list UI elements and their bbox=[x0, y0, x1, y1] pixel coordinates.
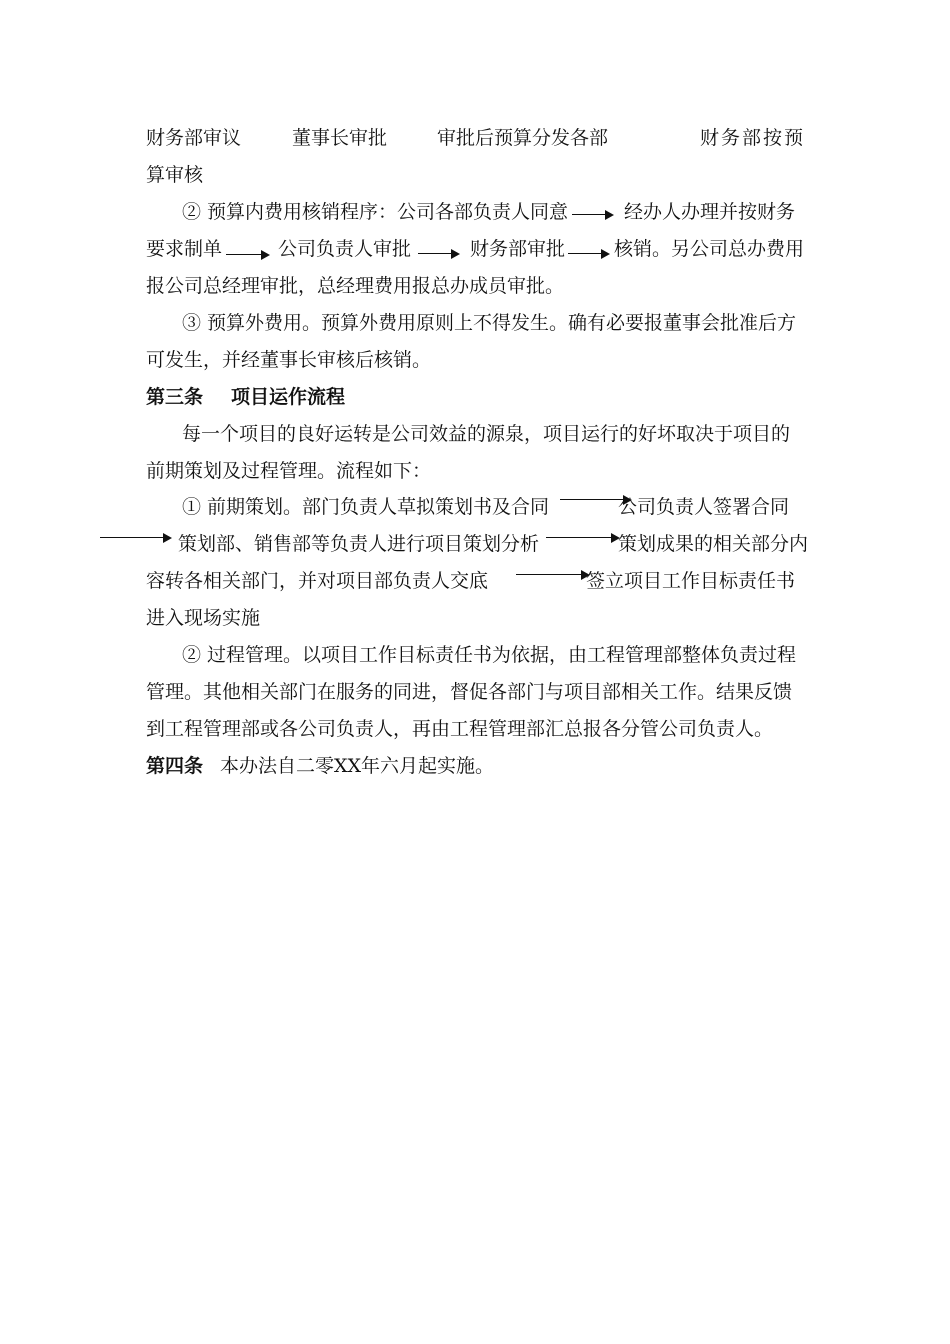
in-budget-line1-b: 经办人办理并按财务 bbox=[624, 201, 796, 223]
plan-line2-d: 策划成果的相关部分内 bbox=[618, 533, 809, 555]
out-budget-line1: ③ 预算外费用。预算外费用原则上不得发生。确有必要报董事会批准后方 bbox=[182, 312, 797, 334]
arrow-right-icon bbox=[568, 249, 610, 259]
flow-step-continuation: 算审核 bbox=[146, 164, 204, 186]
flow-step-distribute: 审批后预算分发各部 bbox=[437, 127, 609, 149]
process-line3: 到工程管理部或各公司负责人，再由工程管理部汇总报各分管公司负责人。 bbox=[146, 718, 774, 740]
arrow-right-icon bbox=[418, 249, 460, 259]
out-budget-line2: 可发生，并经董事长审核后核销。 bbox=[146, 349, 432, 371]
in-budget-line2-b: 公司负责人审批 bbox=[278, 238, 412, 260]
article3-intro1: 每一个项目的良好运转是公司效益的源泉，项目运行的好坏取决于项目的 bbox=[182, 423, 791, 445]
flow-step-finance-review: 财务部审议 bbox=[146, 127, 242, 149]
plan-line1-a: ① 前期策划。部门负责人草拟策划书及合同 bbox=[182, 496, 550, 518]
in-budget-line2-d: 核销。另公司总办费用 bbox=[614, 238, 805, 260]
in-budget-line3: 报公司总经理审批，总经理费用报总办成员审批。 bbox=[146, 275, 565, 297]
process-line1: ② 过程管理。以项目工作目标责任书为依据，由工程管理部整体负责过程 bbox=[182, 644, 797, 666]
in-budget-line1-a: ② 预算内费用核销程序：公司各部负责人同意 bbox=[182, 201, 569, 223]
plan-line3-f: 签立项目工作目标责任书 bbox=[586, 570, 796, 592]
plan-line1-b: 公司负责人签署合同 bbox=[618, 496, 790, 518]
arrow-right-icon bbox=[100, 533, 172, 543]
in-budget-line2-a: 要求制单 bbox=[146, 238, 223, 260]
article3-intro2: 前期策划及过程管理。流程如下： bbox=[146, 460, 432, 482]
process-line2: 管理。其他相关部门在服务的同进，督促各部门与项目部相关工作。结果反馈 bbox=[146, 681, 793, 703]
arrow-right-icon bbox=[226, 250, 270, 260]
arrow-right-icon bbox=[546, 533, 620, 543]
article3-title: 项目运作流程 bbox=[231, 386, 346, 408]
flow-step-chairman-approval: 董事长审批 bbox=[292, 127, 388, 149]
in-budget-line2-c: 财务部审批 bbox=[470, 238, 566, 260]
flow-step-finance-audit: 财务部按预 bbox=[700, 127, 806, 149]
arrow-right-icon bbox=[516, 570, 590, 580]
article4-label: 第四条 bbox=[146, 755, 204, 777]
article4-text: 本办法自二零XX年六月起实施。 bbox=[220, 755, 495, 777]
article3-label: 第三条 bbox=[146, 386, 204, 408]
plan-line4-g: 进入现场实施 bbox=[146, 607, 261, 629]
arrow-right-icon bbox=[572, 210, 614, 220]
plan-line2-c: 策划部、销售部等负责人进行项目策划分析 bbox=[178, 533, 540, 555]
plan-line3-e: 容转各相关部门，并对项目部负责人交底 bbox=[146, 570, 489, 592]
